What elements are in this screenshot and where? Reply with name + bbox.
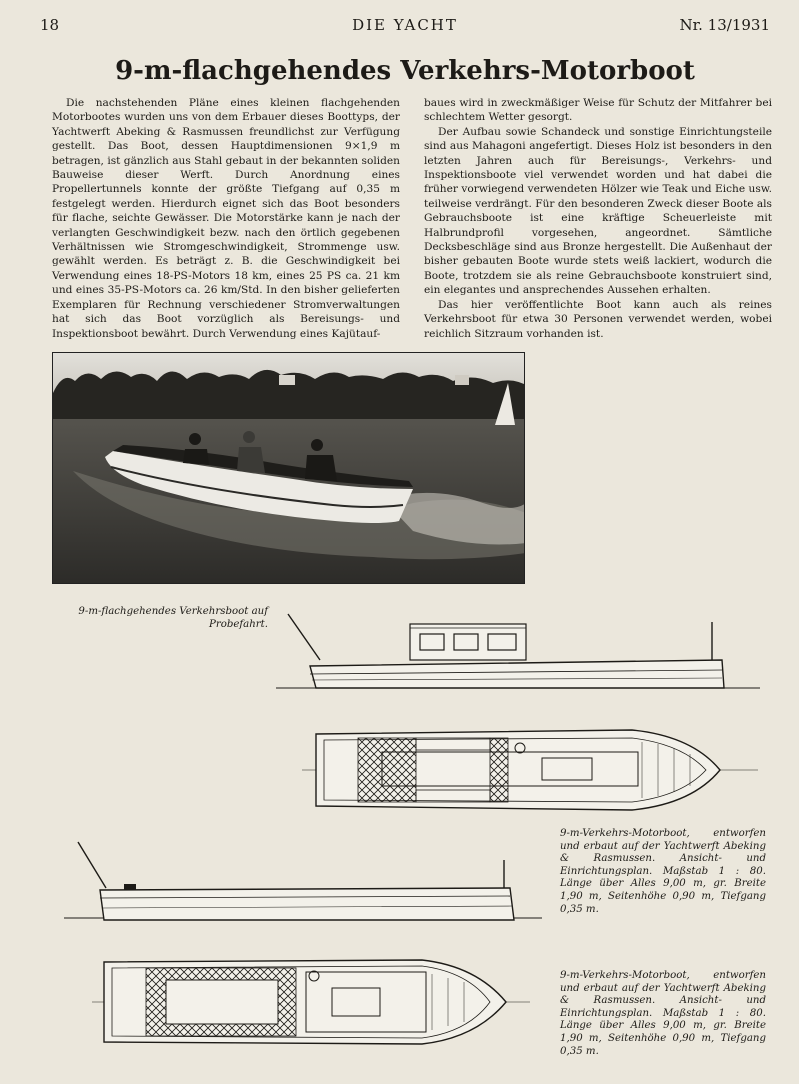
text-column-right [424, 96, 772, 341]
plan-caption-lower: 9-m-Verkehrs-Motorboot, entworfen und erbaut auf der Yachtwerft Abeking & Rasmussen. Ansicht- und Einrichtungsplan. Maßstab 1 : 80. Länge über Alles 9,00 m, gr. Breite 1,90 m, Seitenhöhe 0,90 m, Tiefgang 0,35 m. [560, 970, 766, 1057]
deck-plan-upper [302, 722, 762, 818]
house [455, 375, 469, 385]
profile-drawing-upper [276, 608, 762, 698]
page-number: 18 [40, 16, 60, 34]
paragraph: Das hier veröffentlichte Boot kann auch als reines Verkehrsboot für etwa 30 Personen verwendet werden, wobei reichlich Sitzraum vorhanden ist. [424, 298, 772, 340]
photo-caption: 9-m-flachgehendes Verkehrsboot auf Probefahrt. [78, 606, 268, 630]
paragraph-continuation: baues wird in zweckmäßiger Weise für Schutz der Mitfahrer bei schlechtem Wetter gesorgt. [424, 97, 772, 124]
journal-title: DIE YACHT [352, 16, 458, 34]
article-title: 9-m-flachgehendes Verkehrs-Motorboot [115, 56, 695, 86]
profile-drawing-lower [64, 838, 544, 930]
plan-caption-upper: 9-m-Verkehrs-Motorboot, entworfen und erbaut auf der Yachtwerft Abeking & Rasmussen. Ansicht- und Einrichtungsplan. Maßstab 1 : 80. Länge über Alles 9,00 m, gr. Breite 1,90 m, Seitenhöhe 0,90 m, Tiefgang 0,35 m. [560, 828, 766, 915]
page-header [40, 14, 770, 36]
paragraph: Der Aufbau sowie Schandeck und sonstige Einrichtungsteile sind aus Mahagoni angefertigt. Dieses Holz ist besonders in den letzten Jahren auch für Bereisungs-, Verkehrs- und Inspektionsboote viel verwendet worden und hat dabei die früher vorwiegend verwendeten Hölzer wie Teak und Eiche usw. teilweise verdrängt. Für den besonderen Zweck dieser Boote als Gebrauchsboote ist eine kräftige Scheuerleiste mit Halbrundprofil vorgesehen, angeordnet. Sämtliche Decksbeschläge sind aus Bronze hergestellt. Die Außenhaut der bisher gebauten Boote wurde stets weiß lackiert, wodurch die Boote, trotzdem sie als reine Gebrauchsboote konstruiert sind, ein elegantes und ansprechendes Aussehen erhalten. [424, 125, 772, 297]
paragraph: Die nachstehenden Pläne eines kleinen flachgehenden Motorbootes wurden uns von dem Erbauer dieses Boottyps, der Yachtwerft Abeking & Rasmussen freundlichst zur Verfügung gestellt. Das Boot, dessen Hauptdimensionen 9×1,9 m betragen, ist gänzlich aus Stahl gebaut in der bekannten soliden Bauweise dieser Werft. Durch Anordnung eines Propellertunnels konnte der größte Tiefgang auf 0,35 m festgelegt werden. Hierdurch eignet sich das Boot besonders für flache, seichte Gewässer. Die Motorstärke kann je nach der verlangten Geschwindigkeit bezw. nach den örtlich gegebenen Verhältnissen wie Stromgeschwindigkeit, Strommenge usw. gewählt werden. Es beträgt z. B. die Geschwindigkeit bei Verwendung eines 18-PS-Motors 18 km, eines 25 PS ca. 21 km und eines 35-PS-Motors ca. 26 km/Std. In den bisher gelieferten Exemplaren für Rechnung verschiedener Stromverwaltungen hat sich das Boot vorzüglich als Bereisungs- und Inspektionsboot bewährt. Durch Verwendung eines Kajütauf- [52, 97, 400, 340]
deck-plan-lower [92, 952, 532, 1052]
text-column-left [52, 96, 400, 341]
issue-number: Nr. 13/1931 [679, 16, 770, 34]
boat-photo [52, 352, 525, 584]
house [279, 375, 295, 385]
